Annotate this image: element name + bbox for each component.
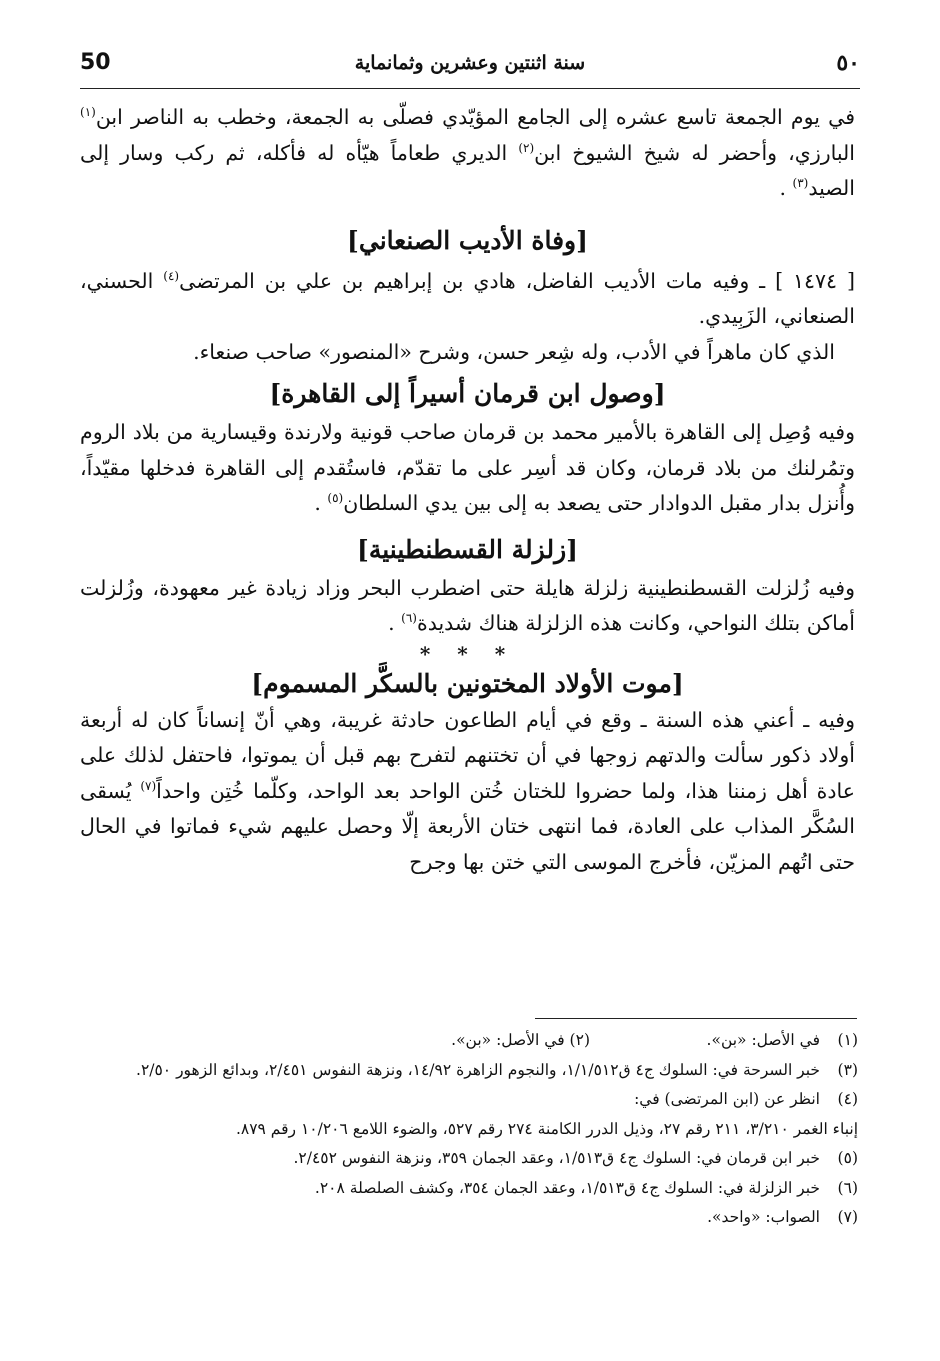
footnote-rule xyxy=(535,1018,857,1019)
footnote-1-2: (١) في الأصل: «بن». (٢) في الأصل: «بن». xyxy=(451,1031,858,1049)
section-heading-sanani: [وفاة الأديب الصنعاني] xyxy=(347,225,588,255)
section-separator: * * * xyxy=(419,641,516,666)
header-rule xyxy=(80,88,860,89)
footnote-4: (٤) انظر عن (ابن المرتضى) في: xyxy=(634,1090,858,1108)
footnote-ref: (٢) xyxy=(518,140,535,155)
sanani-description: الذي كان ماهراً في الأدب، وله شِعر حسن، وشرح «المنصور» صاحب صنعاء. xyxy=(193,339,835,364)
section-heading-ibn-qarman: [وصول ابن قرمان أسيراً إلى القاهرة] xyxy=(269,379,666,408)
footnote-ref: (٧) xyxy=(140,778,157,793)
footnote-4-sources: إنباء الغمر ٣/٢١٠، ٢١١ رقم ٢٧، وذيل الدرر الكامنة ٢٧٤ رقم ٥٢٧، والضوء اللامع ١٠/٢٠٦ رقم ٨٧٩. xyxy=(235,1119,858,1138)
footnote-ref: (٥) xyxy=(327,491,344,506)
running-title: سنة اثنتين وعشرين وثمانماية xyxy=(354,52,586,74)
intro-paragraph: في يوم الجمعة تاسع عشره إلى الجامع المؤيّدي فصلّى به الجمعة، وخطب به الناصر ابن$^{(١)}$ البارزي، وأحضر له شيخ الشيوخ ابن$^{(٢)}$ الديري طعاماً هيّأه له فأكله، ثم ركب وسار إلى الصيد$^{(٣)}$ . xyxy=(80,105,855,200)
footnote-ref: (٣) xyxy=(792,176,809,191)
main-text xyxy=(80,100,855,880)
page-number-arabic: ٥٠ xyxy=(836,50,860,76)
page-number-latin: 50 xyxy=(80,50,111,75)
footnote-6: (٦) خبر الزلزلة في: السلوك ج٤ ق١/٥١٣، وعقد الجمان ٣٥٤، وكشف الصلصلة ٢٠٨. xyxy=(314,1178,858,1197)
running-header xyxy=(80,48,860,88)
footnote-3: (٣) خبر السرحة في: السلوك ج٤ ق١/١/٥١٢، والنجوم الزاهرة ١٤/٩٢، ونزهة النفوس ٢/٤٥١، وبدائع الزهور ٢/٥٠. xyxy=(136,1060,858,1079)
entry-1474: [ ١٤٧٤ ] ـ وفيه مات الأديب الفاضل، هادي بن إبراهيم بن علي بن المرتضى$^{(٤)}$ الحسني، الصنعاني، الزَبِيدي. xyxy=(80,268,855,328)
footnote-ref: (٦) xyxy=(401,611,417,626)
earthquake-paragraph: وفيه زُلزلت القسطنطينية زلزلة هايلة حتى اضطرب البحر وزاد زيادة غير معهودة، وزُلزلت أماكن بتلك النواحي، وكانت هذه الزلزلة هناك شديدة$^{(٦)}$ . xyxy=(80,575,855,635)
footnote-5: (٥) خبر ابن قرمان في: السلوك ج٤ ق١/٥١٣، وعقد الجمان ٣٥٩، ونزهة النفوس ٢/٤٥٢. xyxy=(293,1149,858,1167)
footnote-7: (٧) الصواب: «واحد». xyxy=(707,1208,858,1226)
section-heading-poisoned-sugar: [موت الأولاد المختونين بالسكَّر المسموم] xyxy=(251,668,684,698)
footnote-ref: (٤) xyxy=(163,268,180,283)
poisoned-sugar-paragraph: وفيه ـ أعني هذه السنة ـ وقع في أيام الطاعون حادثة غريبة، وهي أنّ إنساناً كان له أربعة أولاد ذكور سألت والدتهم زوجها في أن تختنهم لتفرح بهم قبل أن يموتوا، فاحتفل لذلك على عادة أهل زمننا هذا، ولما حضروا للختان خُتن الواحد بعد الواحد، وكلّما خُتِن واحداً$^{(٧)}$ يُسقى السُكَّر المذاب على العادة، فما انتهى ختان الأربعة إلّا وحصل عليهم شيء فماتوا في الحال حتى اتُهم المزيّن، فأخرج الموسى التي ختن بها وجرح xyxy=(80,707,856,874)
section-heading-earthquake: [زلزلة القسطنطينية] xyxy=(357,534,578,564)
ibn-qarman-paragraph: وفيه وُصِل إلى القاهرة بالأمير محمد بن قرمان صاحب قونية ولارندة وقيسارية من بلاد الروم وتمُرلنك من بلاد قرمان، وكان قد أسِر على ما تقدّم، فاستُقدم إلى القاهرة فدخلها مقيّداً، وأُنزل بدار مقبل الدوادار حتى يصعد به إلى بين يدي السلطان$^{(٥)}$ . xyxy=(80,420,855,515)
footnotes xyxy=(82,1026,858,1233)
footnote-ref: (١) xyxy=(80,105,96,120)
